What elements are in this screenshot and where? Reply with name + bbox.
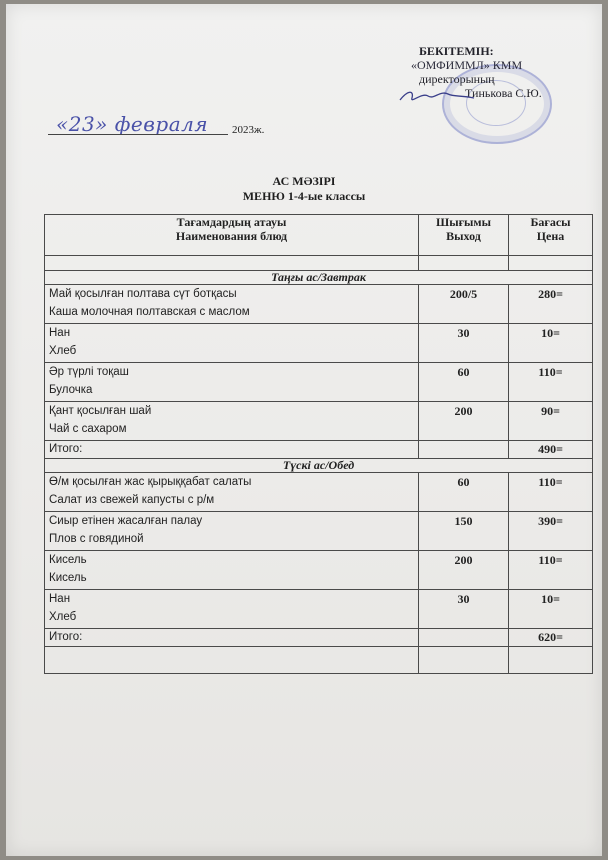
table-row (45, 551, 593, 590)
dish-price: 110= (509, 551, 593, 590)
dish-yield: 200/5 (419, 285, 509, 324)
date-year: 2023ж. (232, 124, 265, 136)
approval-heading: БЕКІТЕМІН: (419, 44, 494, 58)
dish-yield: 200 (419, 551, 509, 590)
dish-price: 110= (509, 363, 593, 402)
menu-sheet (6, 4, 602, 856)
table-row (45, 473, 593, 512)
dish-name-kz: Май қосылған полтава сүт ботқасы (49, 288, 237, 300)
dish-name-kz: Ө/м қосылған жас қырыққабат салаты (49, 476, 252, 488)
menu-title-ru: МЕНЮ 1-4-ые классы (242, 189, 366, 203)
table-row (45, 512, 593, 551)
dish-name-kz: Нан (49, 593, 71, 605)
approval-organization: «ОМФИММЛ» КММ (411, 58, 523, 72)
dish-price: 390= (509, 512, 593, 551)
dish-price: 10= (509, 590, 593, 629)
dish-name-ru: Плов с говядиной (49, 533, 144, 545)
menu-title-kz: АС МӘЗІРІ (272, 174, 336, 188)
dish-name-ru: Булочка (49, 384, 93, 396)
dish-name-ru: Каша молочная полтавская с маслом (49, 306, 250, 318)
header-name: Тағамдардың атауы Наименования блюд (45, 215, 419, 256)
dish-yield: 60 (419, 473, 509, 512)
signature-icon (398, 86, 478, 106)
total-price: 620= (509, 629, 593, 647)
table-row (45, 363, 593, 402)
approval-director-name: Тинькова С.Ю. (465, 86, 542, 100)
dish-name-kz: Кисель (49, 554, 87, 566)
dish-price: 110= (509, 473, 593, 512)
header-yield: Шығымы Выход (419, 215, 509, 256)
date-underline (48, 134, 228, 135)
dish-yield: 200 (419, 402, 509, 441)
section-lunch: Түскі ас/Обед (45, 459, 593, 473)
total-label: Итого: (45, 441, 419, 459)
dish-name-ru: Чай с сахаром (49, 423, 127, 435)
dish-name-kz: Қант қосылған шай (49, 405, 152, 417)
dish-name-kz: Әр түрлі тоқаш (49, 366, 129, 378)
section-breakfast: Таңғы ас/Завтрак (45, 271, 593, 285)
dish-yield: 150 (419, 512, 509, 551)
breakfast-total-row (45, 441, 593, 459)
dish-name-ru: Хлеб (49, 345, 77, 357)
total-price: 490= (509, 441, 593, 459)
dish-price: 10= (509, 324, 593, 363)
lunch-total-row (45, 629, 593, 647)
dish-yield: 30 (419, 590, 509, 629)
dish-name-kz: Нан (49, 327, 71, 339)
table-row (45, 590, 593, 629)
header-price: Бағасы Цена (509, 215, 593, 256)
date-line (46, 112, 265, 142)
table-row (45, 256, 593, 271)
dish-yield: 30 (419, 324, 509, 363)
approval-position: директорының (419, 72, 495, 86)
handwritten-date: «23» февраля (56, 112, 209, 136)
dish-price: 280= (509, 285, 593, 324)
dish-name-ru: Кисель (49, 572, 87, 584)
table-header-row (45, 215, 593, 256)
dish-name-ru: Хлеб (49, 611, 77, 623)
dish-yield: 60 (419, 363, 509, 402)
table-row (45, 402, 593, 441)
table-row (45, 324, 593, 363)
dish-name-ru: Салат из свежей капусты с р/м (49, 494, 215, 506)
table-row (45, 285, 593, 324)
table-row (45, 647, 593, 674)
total-label: Итого: (45, 629, 419, 647)
dish-name-kz: Сиыр етінен жасалған палау (49, 515, 203, 527)
menu-table (44, 214, 593, 674)
dish-price: 90= (509, 402, 593, 441)
